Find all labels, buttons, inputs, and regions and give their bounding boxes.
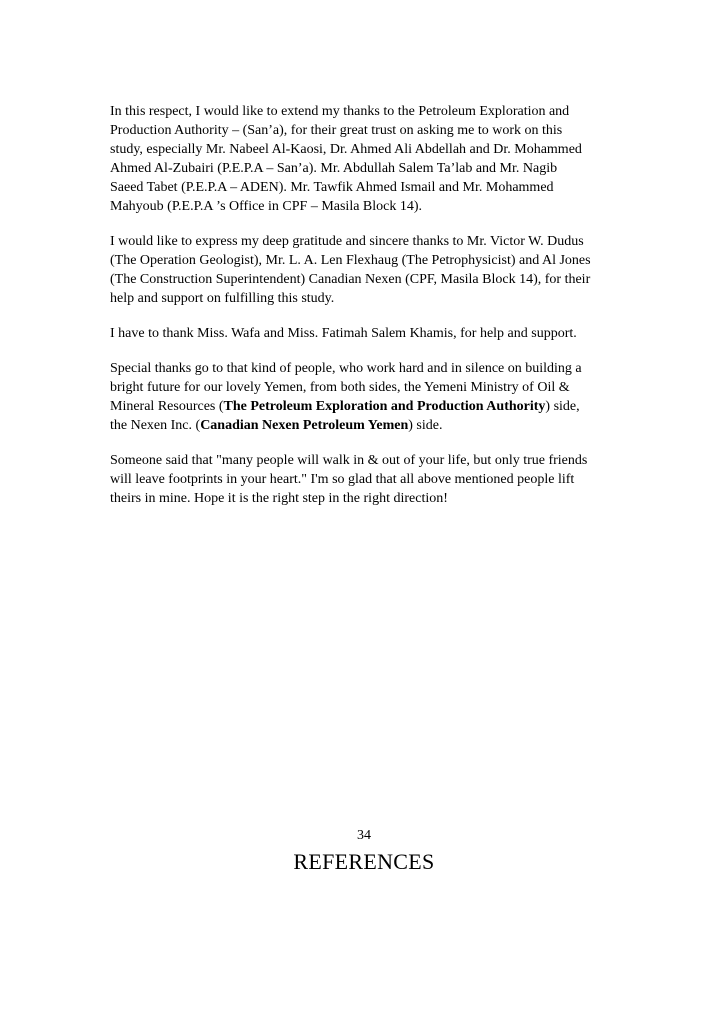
text-segment: study, especially Mr. Nabeel Al-Kaosi, Dr. Ahmed Ali Abdellah and Dr. Mohammed <box>110 142 582 157</box>
text-line <box>110 140 630 159</box>
text-line <box>110 251 630 270</box>
text-line <box>110 121 630 140</box>
bold-organization-name: Canadian Nexen Petroleum Yemen <box>200 418 409 433</box>
bold-organization-name: The Petroleum Exploration and Production Authority <box>223 399 546 414</box>
text-segment: will leave footprints in your heart." I'm so glad that all above mentioned people lift <box>110 472 575 487</box>
text-segment: Saeed Tabet (P.E.P.A – ADEN). Mr. Tawfik Ahmed Ismail and Mr. Mohammed <box>110 180 554 195</box>
text-segment: theirs in mine. Hope it is the right step in the right direction! <box>110 491 448 506</box>
text-segment: Mahyoub (P.E.P.A ’s Office in CPF – Masila Block 14). <box>110 199 423 214</box>
text-line <box>110 197 630 216</box>
text-segment: the Nexen Inc. ( <box>110 418 201 433</box>
paragraph <box>110 102 630 216</box>
text-line <box>110 489 630 508</box>
text-line <box>110 359 630 378</box>
text-line <box>110 416 630 435</box>
text-segment: bright future for our lovely Yemen, from both sides, the Yemeni Ministry of Oil & <box>110 380 570 395</box>
page-number: 34 <box>357 828 371 843</box>
acknowledgements-body <box>110 102 630 524</box>
text-line <box>110 324 630 343</box>
references-heading: REFERENCES <box>293 849 435 874</box>
text-segment: Special thanks go to that kind of people, who work hard and in silence on building a <box>110 361 582 376</box>
text-segment: Ahmed Al-Zubairi (P.E.P.A – San’a). Mr. Abdullah Salem Ta’lab and Mr. Nagib <box>110 161 558 176</box>
text-segment: Someone said that "many people will walk in & out of your life, but only true friends <box>110 453 588 468</box>
text-line <box>110 397 630 416</box>
text-segment: I have to thank Miss. Wafa and Miss. Fatimah Salem Khamis, for help and support. <box>110 326 577 341</box>
text-segment: (The Operation Geologist), Mr. L. A. Len Flexhaug (The Petrophysicist) and Al Jones <box>110 253 591 268</box>
text-segment: ) side, <box>545 399 580 414</box>
text-segment: I would like to express my deep gratitude and sincere thanks to Mr. Victor W. Dudus <box>110 234 584 249</box>
text-segment: Production Authority – (San’a), for their great trust on asking me to work on this <box>110 123 563 138</box>
text-segment: help and support on fulfilling this study. <box>110 291 335 306</box>
text-line <box>110 159 630 178</box>
text-line <box>110 270 630 289</box>
text-segment: ) side. <box>408 418 443 433</box>
text-segment: In this respect, I would like to extend my thanks to the Petroleum Exploration and <box>110 104 570 119</box>
paragraph <box>110 232 630 308</box>
paragraph <box>110 324 630 343</box>
text-line <box>110 289 630 308</box>
text-segment: Mineral Resources ( <box>110 399 224 414</box>
text-line <box>110 178 630 197</box>
text-line <box>110 451 630 470</box>
text-line <box>110 232 630 251</box>
text-line <box>110 102 630 121</box>
text-line <box>110 470 630 489</box>
paragraph <box>110 359 630 435</box>
text-line <box>110 378 630 397</box>
paragraph <box>110 451 630 508</box>
text-segment: (The Construction Superintendent) Canadian Nexen (CPF, Masila Block 14), for their <box>110 272 591 287</box>
